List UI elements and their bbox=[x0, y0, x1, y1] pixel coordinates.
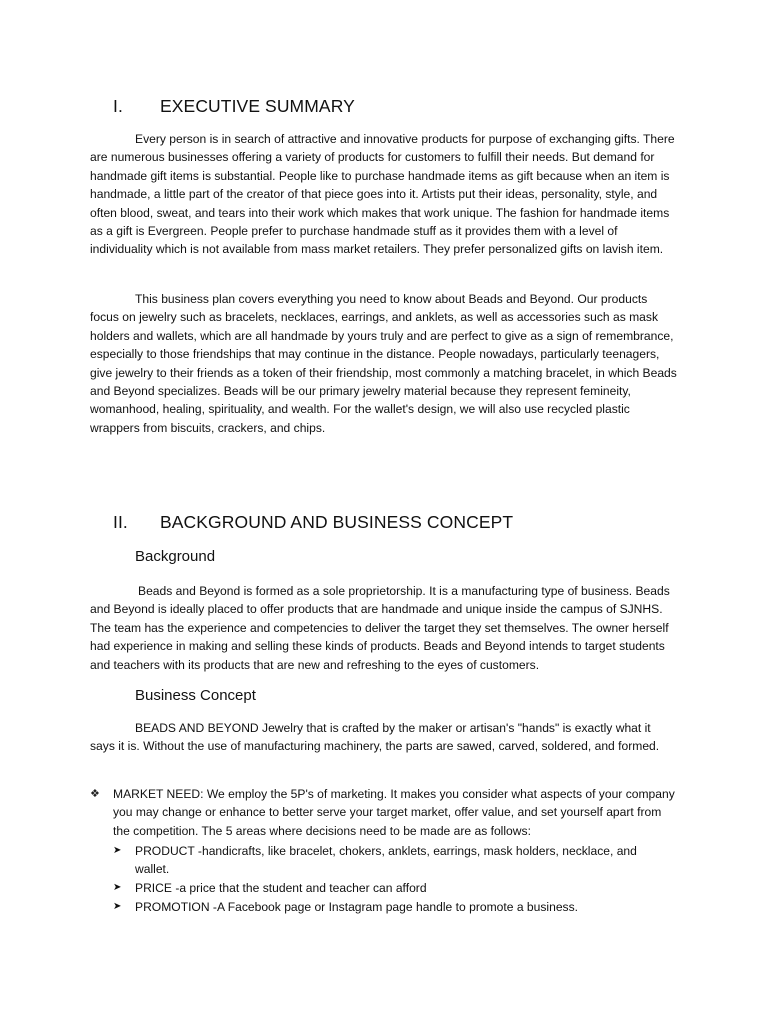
diamond-bullet-icon: ❖ bbox=[90, 788, 100, 800]
section-title: BACKGROUND AND BUSINESS CONCEPT bbox=[160, 512, 514, 532]
sub-bullet-price bbox=[113, 879, 668, 897]
section-numeral: II. bbox=[113, 512, 128, 532]
section-heading-background-and-concept bbox=[113, 512, 513, 533]
sub-bullet-text: PRODUCT -handicrafts, like bracelet, chokers, anklets, earrings, mask holders, necklace, and wallet. bbox=[135, 844, 637, 877]
bullet-market-need bbox=[90, 785, 680, 840]
paragraph: Every person is in search of attractive and innovative products for purpose of exchanging gifts. There are numerous businesses offering a variety of products for customers to fulfill their needs. But demand for handmade gift items is substantial. People like to purchase handmade items as gift because when an item is handmade, a little part of the creator of that piece goes into it. Artists put their ideas, personality, style, and often blood, sweat, and tears into their work which makes that work unique. The fashion for handmade items as a gift is Evergreen. People prefer to purchase handmade stuff as it provides them with a level of individuality which is not available from mass market retailers. They prefer personalized gifts on lavish item. bbox=[90, 132, 675, 257]
sub-bullet-text: PRICE -a price that the student and teacher can afford bbox=[135, 881, 427, 895]
paragraph: This business plan covers everything you need to know about Beads and Beyond. Our products focus on jewelry such as bracelets, necklaces, earrings, and anklets, as well as accessories such as mask holders and wallets, which are all handmade by yours truly and are perfect to give as a sign of remembrance, especially to those friendships that may continue in the distance. People nowadays, particularly teenagers, give jewelry to their friends as a token of their friendship, most commonly a matching bracelet, in which Beads and Beyond specializes. Beads will be our primary jewelry material because they represent femineity, womanhood, healing, spirituality, and wealth. For the wallet's design, we will also use recycled plastic wrappers from biscuits, crackers, and chips. bbox=[90, 292, 677, 435]
sub-bullet-promotion bbox=[113, 898, 668, 916]
bullet-text: MARKET NEED: We employ the 5P's of marketing. It makes you consider what aspects of your company you may change or enhance to better serve your target market, offer value, and set yourself apart from the competition. The 5 areas where decisions need to be made are as follows: bbox=[113, 787, 675, 838]
section-numeral: I. bbox=[113, 96, 123, 116]
section-title: EXECUTIVE SUMMARY bbox=[160, 96, 355, 116]
subheading-background: Background bbox=[135, 548, 216, 565]
paragraph: BEADS AND BEYOND Jewelry that is crafted by the maker or artisan's "hands" is exactly what it says it is. Without the use of manufacturing machinery, the parts are sawed, carved, soldered, and formed. bbox=[90, 721, 660, 754]
arrow-bullet-icon: ➤ bbox=[113, 845, 122, 856]
arrow-bullet-icon: ➤ bbox=[113, 901, 122, 912]
sub-bullet-text: PROMOTION -A Facebook page or Instagram page handle to promote a business. bbox=[135, 900, 578, 914]
sub-bullet-product bbox=[113, 842, 668, 879]
paragraph: Beads and Beyond is formed as a sole proprietorship. It is a manufacturing type of business. Beads and Beyond is ideally placed to offer products that are handmade and unique inside the campus of SJNHS. The team has the experience and competencies to deliver the target they set themselves. The owner herself had experience in making and selling these kinds of products. Beads and Beyond intends to target students and teachers with its products that are new and refreshing to the eyes of customers. bbox=[90, 584, 670, 672]
section-heading-executive-summary bbox=[113, 96, 355, 117]
arrow-bullet-icon: ➤ bbox=[113, 882, 122, 893]
subheading-business-concept: Business Concept bbox=[135, 687, 256, 704]
